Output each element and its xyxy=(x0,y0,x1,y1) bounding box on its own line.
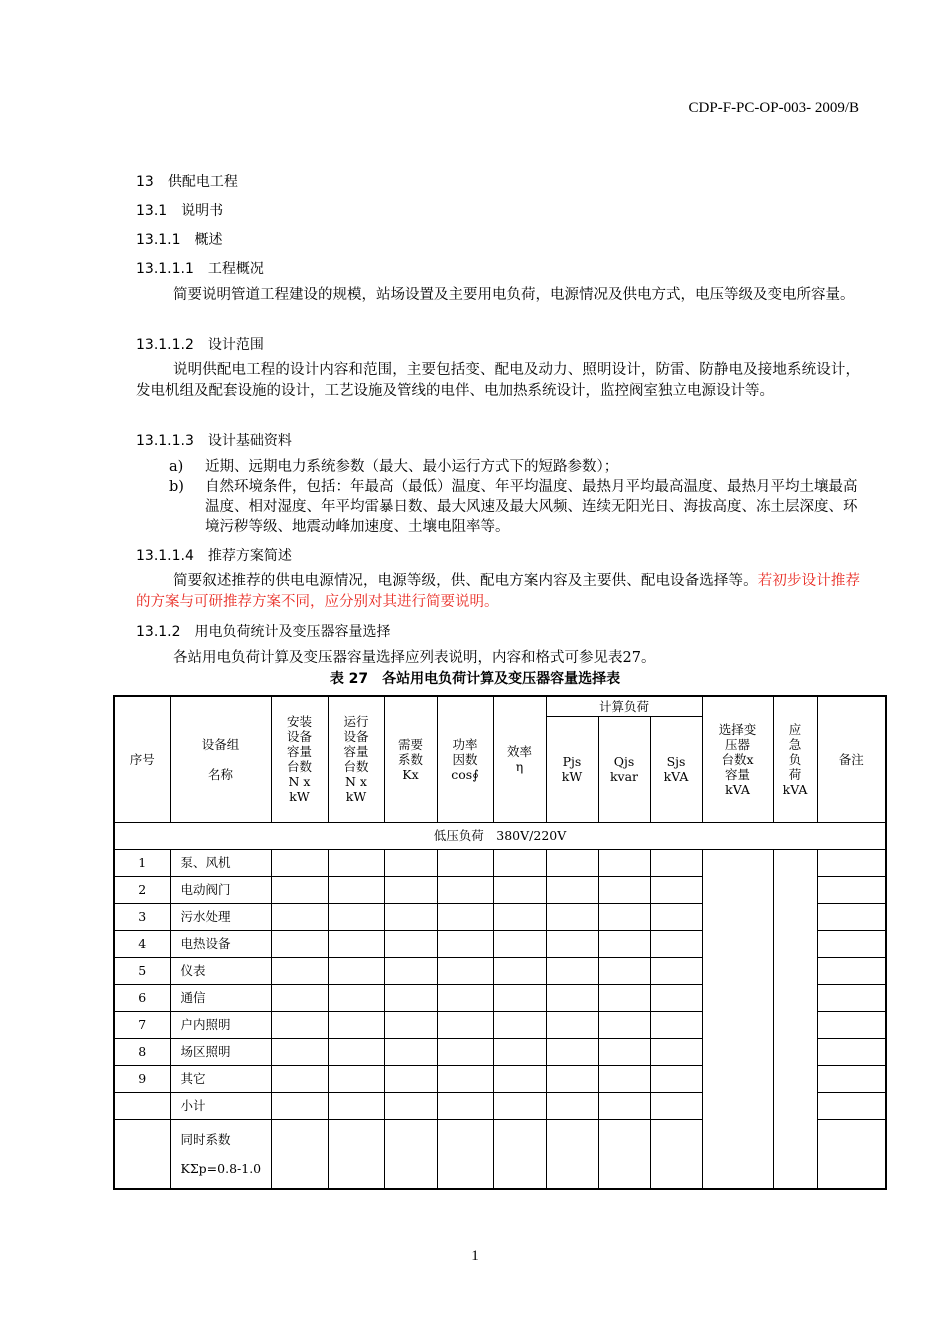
table-row: 8 场区照明 xyxy=(114,1038,886,1065)
heading-13-1-1-2: 13.1.1.2 设计范围 xyxy=(136,337,264,353)
recommend-note-red: 若初步设计推荐的方案与可研推荐方案不同，应分别对其进行简要说明。 xyxy=(136,573,860,610)
section-row-low-voltage: 低压负荷 380V/220V xyxy=(114,822,886,849)
paragraph-recommend: 简要叙述推荐的供电电源情况，电源等级，供、配电方案内容及主要供、配电设备选择等。若初步设计推荐的方案与可研推荐方案不同，应分别对其进行简要说明。 xyxy=(136,573,860,610)
header-running-capacity: 运行 设备 容量 台数 N x kW xyxy=(328,696,384,822)
heading-13-1: 13.1 说明书 xyxy=(136,203,224,219)
header-demand-factor: 需要 系数 Kx xyxy=(384,696,437,822)
header-sjs: Sjs kVA xyxy=(650,716,702,822)
load-calculation-table xyxy=(113,695,887,1190)
header-power-factor: 功率 因数 cos∮ xyxy=(437,696,493,822)
table-row: 2 电动阀门 xyxy=(114,876,886,903)
heading-13: 13 供配电工程 xyxy=(136,174,238,190)
header-qjs: Qjs kvar xyxy=(598,716,650,822)
table-row-subtotal: 小计 xyxy=(114,1092,886,1119)
heading-13-1-1: 13.1.1 概述 xyxy=(136,232,223,248)
page-number: 1 xyxy=(471,1248,479,1264)
header-installed-capacity: 安装 设备 容量 台数 N x kW xyxy=(271,696,328,822)
table-row: 4 电热设备 xyxy=(114,930,886,957)
table-row: 3 污水处理 xyxy=(114,903,886,930)
transformer-merged-cell xyxy=(702,849,773,1189)
heading-13-1-1-4: 13.1.1.4 推荐方案简述 xyxy=(136,548,292,564)
coefficient-value: KΣp=0.8-1.0 xyxy=(180,1160,262,1176)
header-emergency-load: 应 急 负 荷 kVA xyxy=(773,696,817,822)
table-row: 7 户内照明 xyxy=(114,1011,886,1038)
paragraph-overview: 简要说明管道工程建设的规模，站场设置及主要用电负荷，电源情况及供电方式，电压等级及变电所容量。 xyxy=(173,287,855,303)
header-calculated-load: 计算负荷 xyxy=(546,696,702,716)
header-transformer: 选择变 压器 台数x 容量 kVA xyxy=(702,696,773,822)
header-remark: 备注 xyxy=(817,696,886,822)
paragraph-scope: 说明供配电工程的设计内容和范围，主要包括变、配电及动力、照明设计，防雷、防静电及接地系统设计，发电机组及配套设施的设计，工艺设施及管线的电伴、电加热系统设计，监控阀室独立电源设计等。 xyxy=(136,362,860,399)
list-item-b: b) 自然环境条件，包括：年最高（最低）温度、年平均温度、最热月平均最高温度、最热月平均土壤最高温度、相对湿度、年平均雷暴日数、最大风速及最大风频、连续无阳光日、海拔高度、冻土层深度、环境污秽等级、地震动峰加速度、土壤电阻率等。 xyxy=(169,479,858,535)
table-caption: 表 27 各站用电负荷计算及变压器容量选择表 xyxy=(329,671,621,687)
table-row: 5 仪表 xyxy=(114,957,886,984)
paragraph-load: 各站用电负荷计算及变压器容量选择应列表说明，内容和格式可参见表27。 xyxy=(173,650,656,666)
header-seq: 序号 xyxy=(114,696,170,822)
table-row: 6 通信 xyxy=(114,984,886,1011)
list-item-a: a) 近期、远期电力系统参数（最大、最小运行方式下的短路参数）； xyxy=(169,459,619,475)
heading-13-1-1-1: 13.1.1.1 工程概况 xyxy=(136,261,264,277)
document-code: CDP-F-PC-OP-003- 2009/B xyxy=(688,100,859,116)
table-row: 1 泵、风机 xyxy=(114,849,886,876)
heading-13-1-1-3: 13.1.1.3 设计基础资料 xyxy=(136,433,292,449)
header-pjs: Pjs kW xyxy=(546,716,598,822)
header-equipment-group: 设备组 名称 xyxy=(170,696,271,822)
table-row: 9 其它 xyxy=(114,1065,886,1092)
coefficient-label: 同时系数 xyxy=(180,1131,231,1147)
heading-13-1-2: 13.1.2 用电负荷统计及变压器容量选择 xyxy=(136,624,391,640)
emergency-merged-cell xyxy=(773,849,817,1189)
header-efficiency: 效率 η xyxy=(493,696,546,822)
